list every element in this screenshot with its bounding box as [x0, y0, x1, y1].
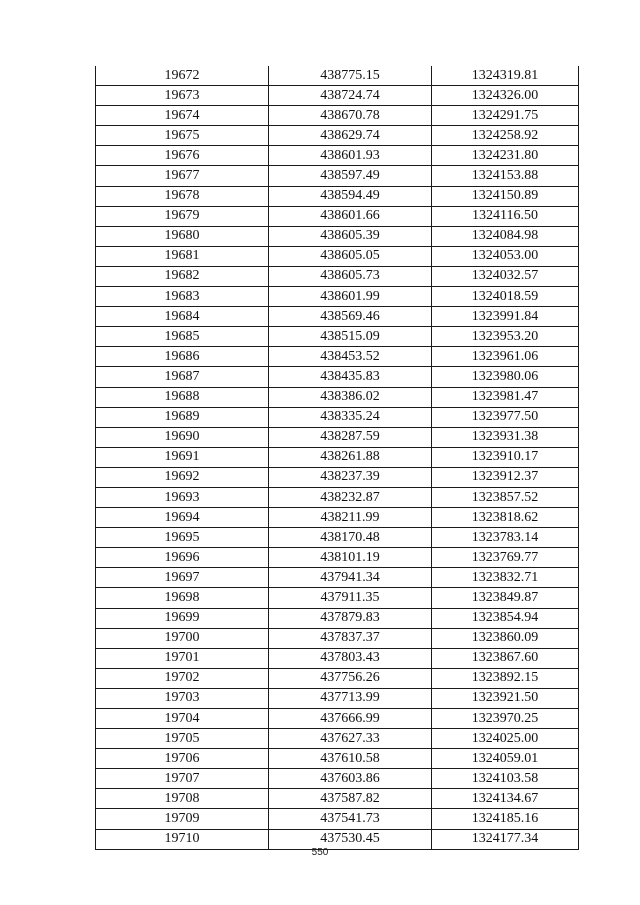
coordinate-table — [95, 66, 579, 850]
table-row — [96, 628, 579, 648]
y-coordinate-cell: 1324134.67 — [432, 789, 579, 809]
point-id-cell: 19701 — [96, 648, 269, 668]
point-id-cell: 19675 — [96, 126, 269, 146]
x-coordinate-cell: 437713.99 — [269, 688, 432, 708]
x-coordinate-cell: 438515.09 — [269, 327, 432, 347]
x-coordinate-cell: 438605.73 — [269, 266, 432, 286]
point-id-cell: 19686 — [96, 347, 269, 367]
point-id-cell: 19680 — [96, 226, 269, 246]
y-coordinate-cell: 1323921.50 — [432, 688, 579, 708]
point-id-cell: 19690 — [96, 427, 269, 447]
point-id-cell: 19685 — [96, 327, 269, 347]
point-id-cell: 19677 — [96, 166, 269, 186]
table-row — [96, 266, 579, 286]
y-coordinate-cell: 1323857.52 — [432, 487, 579, 507]
point-id-cell: 19678 — [96, 186, 269, 206]
y-coordinate-cell: 1324150.89 — [432, 186, 579, 206]
table-row — [96, 467, 579, 487]
y-coordinate-cell: 1324018.59 — [432, 287, 579, 307]
point-id-cell: 19687 — [96, 367, 269, 387]
table-row — [96, 166, 579, 186]
point-id-cell: 19681 — [96, 246, 269, 266]
table-row — [96, 126, 579, 146]
table-row — [96, 186, 579, 206]
x-coordinate-cell: 438569.46 — [269, 307, 432, 327]
point-id-cell: 19700 — [96, 628, 269, 648]
y-coordinate-cell: 1324103.58 — [432, 769, 579, 789]
x-coordinate-cell: 438594.49 — [269, 186, 432, 206]
table-row — [96, 327, 579, 347]
point-id-cell: 19699 — [96, 608, 269, 628]
x-coordinate-cell: 437603.86 — [269, 769, 432, 789]
y-coordinate-cell: 1323991.84 — [432, 307, 579, 327]
y-coordinate-cell: 1323854.94 — [432, 608, 579, 628]
y-coordinate-cell: 1323832.71 — [432, 568, 579, 588]
table-row — [96, 106, 579, 126]
table-row — [96, 528, 579, 548]
table-row — [96, 608, 579, 628]
y-coordinate-cell: 1323953.20 — [432, 327, 579, 347]
point-id-cell: 19708 — [96, 789, 269, 809]
table-row — [96, 387, 579, 407]
x-coordinate-cell: 437879.83 — [269, 608, 432, 628]
point-id-cell: 19693 — [96, 487, 269, 507]
table-row — [96, 407, 579, 427]
x-coordinate-cell: 437541.73 — [269, 809, 432, 829]
table-row — [96, 809, 579, 829]
y-coordinate-cell: 1323860.09 — [432, 628, 579, 648]
y-coordinate-cell: 1323970.25 — [432, 709, 579, 729]
x-coordinate-cell: 438724.74 — [269, 86, 432, 106]
x-coordinate-cell: 438453.52 — [269, 347, 432, 367]
y-coordinate-cell: 1323867.60 — [432, 648, 579, 668]
x-coordinate-cell: 438232.87 — [269, 487, 432, 507]
x-coordinate-cell: 438335.24 — [269, 407, 432, 427]
y-coordinate-cell: 1324116.50 — [432, 206, 579, 226]
table-row — [96, 588, 579, 608]
point-id-cell: 19691 — [96, 447, 269, 467]
y-coordinate-cell: 1324153.88 — [432, 166, 579, 186]
table-row — [96, 508, 579, 528]
y-coordinate-cell: 1324319.81 — [432, 66, 579, 86]
x-coordinate-cell: 437610.58 — [269, 749, 432, 769]
table-row — [96, 447, 579, 467]
y-coordinate-cell: 1324231.80 — [432, 146, 579, 166]
x-coordinate-cell: 438101.19 — [269, 548, 432, 568]
point-id-cell: 19704 — [96, 709, 269, 729]
point-id-cell: 19705 — [96, 729, 269, 749]
point-id-cell: 19698 — [96, 588, 269, 608]
table-row — [96, 367, 579, 387]
point-id-cell: 19672 — [96, 66, 269, 86]
y-coordinate-cell: 1324258.92 — [432, 126, 579, 146]
y-coordinate-cell: 1323912.37 — [432, 467, 579, 487]
x-coordinate-cell: 438605.39 — [269, 226, 432, 246]
point-id-cell: 19710 — [96, 829, 269, 849]
point-id-cell: 19702 — [96, 668, 269, 688]
point-id-cell: 19682 — [96, 266, 269, 286]
point-id-cell: 19695 — [96, 528, 269, 548]
x-coordinate-cell: 437837.37 — [269, 628, 432, 648]
x-coordinate-cell: 437911.35 — [269, 588, 432, 608]
table-row — [96, 769, 579, 789]
y-coordinate-cell: 1324032.57 — [432, 266, 579, 286]
x-coordinate-cell: 437530.45 — [269, 829, 432, 849]
y-coordinate-cell: 1324084.98 — [432, 226, 579, 246]
x-coordinate-cell: 438170.48 — [269, 528, 432, 548]
table-row — [96, 568, 579, 588]
table-row — [96, 347, 579, 367]
y-coordinate-cell: 1323769.77 — [432, 548, 579, 568]
point-id-cell: 19684 — [96, 307, 269, 327]
y-coordinate-cell: 1323892.15 — [432, 668, 579, 688]
point-id-cell: 19674 — [96, 106, 269, 126]
x-coordinate-cell: 438775.15 — [269, 66, 432, 86]
point-id-cell: 19683 — [96, 287, 269, 307]
y-coordinate-cell: 1324326.00 — [432, 86, 579, 106]
y-coordinate-cell: 1323849.87 — [432, 588, 579, 608]
y-coordinate-cell: 1323910.17 — [432, 447, 579, 467]
table-row — [96, 86, 579, 106]
table-row — [96, 206, 579, 226]
y-coordinate-cell: 1323980.06 — [432, 367, 579, 387]
y-coordinate-cell: 1324185.16 — [432, 809, 579, 829]
y-coordinate-cell: 1323981.47 — [432, 387, 579, 407]
table-row — [96, 226, 579, 246]
y-coordinate-cell: 1324025.00 — [432, 729, 579, 749]
point-id-cell: 19692 — [96, 467, 269, 487]
x-coordinate-cell: 438597.49 — [269, 166, 432, 186]
x-coordinate-cell: 438287.59 — [269, 427, 432, 447]
y-coordinate-cell: 1323961.06 — [432, 347, 579, 367]
x-coordinate-cell: 437587.82 — [269, 789, 432, 809]
table-row — [96, 789, 579, 809]
x-coordinate-cell: 438605.05 — [269, 246, 432, 266]
y-coordinate-cell: 1323977.50 — [432, 407, 579, 427]
point-id-cell: 19679 — [96, 206, 269, 226]
table-row — [96, 688, 579, 708]
x-coordinate-cell: 437756.26 — [269, 668, 432, 688]
table-row — [96, 146, 579, 166]
point-id-cell: 19688 — [96, 387, 269, 407]
y-coordinate-cell: 1323783.14 — [432, 528, 579, 548]
table-row — [96, 487, 579, 507]
x-coordinate-cell: 438670.78 — [269, 106, 432, 126]
point-id-cell: 19676 — [96, 146, 269, 166]
y-coordinate-cell: 1324291.75 — [432, 106, 579, 126]
y-coordinate-cell: 1324053.00 — [432, 246, 579, 266]
table-row — [96, 668, 579, 688]
x-coordinate-cell: 438629.74 — [269, 126, 432, 146]
table-row — [96, 307, 579, 327]
x-coordinate-cell: 438435.83 — [269, 367, 432, 387]
table-row — [96, 427, 579, 447]
y-coordinate-cell: 1324177.34 — [432, 829, 579, 849]
page-number: 550 — [311, 847, 329, 858]
table-row — [96, 66, 579, 86]
y-coordinate-cell: 1324059.01 — [432, 749, 579, 769]
x-coordinate-cell: 437803.43 — [269, 648, 432, 668]
point-id-cell: 19689 — [96, 407, 269, 427]
point-id-cell: 19696 — [96, 548, 269, 568]
point-id-cell: 19694 — [96, 508, 269, 528]
x-coordinate-cell: 438601.66 — [269, 206, 432, 226]
table-row — [96, 749, 579, 769]
x-coordinate-cell: 438261.88 — [269, 447, 432, 467]
x-coordinate-cell: 438237.39 — [269, 467, 432, 487]
coordinate-table-body — [96, 66, 579, 849]
x-coordinate-cell: 437666.99 — [269, 709, 432, 729]
x-coordinate-cell: 438386.02 — [269, 387, 432, 407]
point-id-cell: 19707 — [96, 769, 269, 789]
point-id-cell: 19673 — [96, 86, 269, 106]
table-row — [96, 709, 579, 729]
y-coordinate-cell: 1323931.38 — [432, 427, 579, 447]
point-id-cell: 19706 — [96, 749, 269, 769]
point-id-cell: 19709 — [96, 809, 269, 829]
x-coordinate-cell: 437627.33 — [269, 729, 432, 749]
table-row — [96, 729, 579, 749]
table-row — [96, 287, 579, 307]
x-coordinate-cell: 438601.93 — [269, 146, 432, 166]
table-row — [96, 648, 579, 668]
x-coordinate-cell: 438601.99 — [269, 287, 432, 307]
point-id-cell: 19703 — [96, 688, 269, 708]
x-coordinate-cell: 437941.34 — [269, 568, 432, 588]
y-coordinate-cell: 1323818.62 — [432, 508, 579, 528]
table-row — [96, 246, 579, 266]
point-id-cell: 19697 — [96, 568, 269, 588]
x-coordinate-cell: 438211.99 — [269, 508, 432, 528]
table-row — [96, 548, 579, 568]
